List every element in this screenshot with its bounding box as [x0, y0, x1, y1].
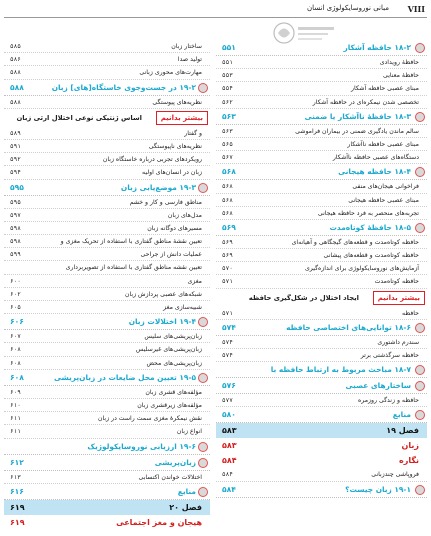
toc-page-number: ۵۵۱	[222, 59, 233, 66]
toc-entry-title: فروپاشی چندزبانی	[371, 471, 419, 479]
toc-entry-title: مبنای عصبی حافظه هیجانی	[348, 196, 419, 204]
toc-entry-title: ۱۸-۵ حافظهٔ کوتاه‌مدت	[329, 222, 411, 232]
toc-entry-title: حافظه سرگذشتی برتر	[360, 352, 419, 359]
toc-page-number: ۶۰۸	[10, 346, 21, 354]
toc-entry-title: حافظه	[401, 309, 419, 317]
toc-entry-title: تجربه‌های منحصر به فرد حافظه هیجانی	[317, 209, 419, 217]
toc-page-number: ۵۷۰	[222, 265, 233, 273]
toc-entry[interactable]	[216, 56, 427, 69]
section-marker-icon	[415, 112, 425, 122]
toc-entry[interactable]	[4, 425, 210, 438]
toc-column-left	[4, 40, 210, 530]
section-marker-icon	[415, 167, 425, 177]
toc-page-number: ۵۸۹	[10, 129, 21, 137]
toc-heading[interactable]	[216, 362, 427, 378]
toc-entry-title: حافظه کوتاه‌مدت	[374, 278, 419, 286]
section-marker-icon	[198, 373, 208, 383]
toc-page-number: ۵۷۶	[222, 381, 236, 391]
toc-entry-title: ۱۹-۱ زبان چیست؟	[345, 484, 411, 494]
section-marker-icon	[415, 485, 425, 495]
toc-entry[interactable]	[216, 180, 427, 193]
toc-page-number: ۶۱۱	[10, 428, 21, 436]
toc-entry[interactable]	[4, 330, 210, 343]
toc-entry[interactable]	[4, 96, 210, 109]
toc-entry-title: فصل ۲۰	[169, 502, 202, 512]
toc-page-number: ۵۵۴	[222, 85, 233, 93]
toc-page-number: ۵۸۰	[222, 410, 236, 420]
toc-heading[interactable]	[4, 370, 210, 386]
toc-entry-title: ۱۸-۴ حافظه هیجانی	[338, 167, 411, 177]
toc-page-number: ۵۷۱	[222, 309, 233, 317]
toc-entry[interactable]	[216, 275, 427, 288]
toc-entry[interactable]	[216, 394, 427, 407]
toc-entry[interactable]	[4, 166, 210, 179]
toc-entry-title: ساختارهای عصبی	[345, 381, 411, 391]
toc-page-number: ۵۹۵	[10, 182, 24, 192]
section-marker-icon	[415, 410, 425, 420]
toc-page-number: ۵۸۳	[222, 426, 237, 436]
toc-entry[interactable]	[4, 127, 210, 140]
toc-page-number: ۵۷۱	[222, 278, 233, 286]
page-number: VIII	[407, 4, 425, 14]
section-marker-icon	[198, 487, 208, 497]
toc-entry[interactable]	[216, 194, 427, 207]
toc-entry-title: ۱۹-۶ ارزیابی نوروسایکولوژیک	[87, 441, 196, 451]
section-marker-icon	[198, 83, 208, 93]
toc-entry[interactable]	[4, 53, 210, 66]
section-marker-icon	[415, 365, 425, 375]
toc-entry-title: اساس ژنتیکی نوعی اختلال ارثی زبان	[16, 113, 142, 122]
toc-page-number: ۵۸۶	[10, 56, 21, 64]
toc-heading[interactable]	[4, 484, 210, 500]
toc-page-number: ۵۶۳	[222, 111, 236, 121]
toc-heading[interactable]	[216, 109, 427, 125]
toc-page-number: ۶۰۲	[10, 290, 21, 298]
toc-entry[interactable]	[4, 412, 210, 425]
toc-entry-title: مهارت‌های محوری زبانی	[139, 69, 202, 77]
toc-entry-title: دستگاه‌های عصبی حافظه ناآشکار	[332, 154, 419, 162]
section-marker-icon	[198, 183, 208, 193]
toc-entry[interactable]	[216, 138, 427, 151]
toc-entry-title: هیجان و مغز اجتماعی	[116, 517, 202, 527]
toc-page-number: ۵۷۷	[222, 397, 233, 405]
toc-entry[interactable]	[216, 336, 427, 349]
toc-entry-title: سالم ماندن یادگیری ضمنی در بیماران فراموشی	[295, 127, 419, 135]
toc-entry[interactable]	[216, 249, 427, 262]
toc-page-number: ۵۹۲	[10, 156, 21, 164]
toc-heading[interactable]	[4, 439, 210, 455]
toc-entry-title: ایجاد اختلال در شکل‌گیری حافظه	[248, 293, 359, 302]
toc-page-number: ۵۹۱	[10, 142, 21, 150]
toc-page-number: ۵۶۹	[222, 222, 236, 232]
toc-page-number: ۵۶۸	[222, 196, 233, 204]
toc-page-number: ۶۱۳	[10, 473, 21, 481]
toc-entry-title: مناطق فارسی و کار و خشم	[129, 198, 202, 206]
toc-page-number: ۶۱۰	[10, 401, 21, 409]
toc-entry[interactable]	[216, 82, 427, 95]
toc-page-number: ۵۶۳	[222, 127, 233, 135]
chapter-subtitle[interactable]	[4, 515, 210, 530]
toc-entry[interactable]	[4, 471, 210, 484]
toc-heading[interactable]	[216, 482, 427, 498]
toc-page-number: ۶۱۱	[10, 415, 21, 423]
toc-page-number: ۵۶۹	[222, 252, 233, 260]
toc-page-number: ۵۸۴	[222, 484, 236, 494]
toc-entry-title: نقش نیمکرهٔ مغزی سمت راست در زبان	[97, 415, 202, 423]
section-marker-icon	[415, 381, 425, 391]
chapter-title[interactable]	[216, 423, 427, 438]
toc-page-number: ۵۷۴	[222, 338, 233, 346]
toc-entry-title: زبان‌پریشی‌های غیرسلیس	[135, 346, 202, 354]
toc-entry[interactable]	[4, 140, 210, 153]
toc-page-number: ۶۱۹	[10, 502, 25, 512]
toc-entry-title: مغزی	[187, 277, 202, 285]
toc-entry-title: انواع زبان	[176, 428, 202, 436]
page-header	[0, 4, 431, 18]
toc-entry[interactable]	[4, 357, 210, 370]
toc-page-number: ۶۱۲	[10, 457, 24, 467]
toc-entry[interactable]	[4, 235, 210, 248]
toc-entry-title: نظریه‌های ناپیوستگی	[148, 142, 202, 150]
chapter-title[interactable]	[4, 500, 210, 515]
toc-entry[interactable]	[216, 207, 427, 220]
toc-entry-title: عملیات دانش از جراحی	[140, 251, 202, 259]
running-title: مبانی نوروسایکولوژی انسان	[306, 4, 389, 12]
toc-heading[interactable]	[216, 164, 427, 180]
toc-page-number: ۵۶۷	[222, 154, 233, 162]
toc-entry[interactable]	[4, 399, 210, 412]
toc-entry-title: ۱۹-۲ در جست‌وجوی خاستگاه[های] زبان	[51, 82, 196, 92]
toc-entry-title: مسیرهای دوگانه زبان	[147, 224, 202, 232]
toc-entry[interactable]	[216, 96, 427, 109]
toc-page-number: ۵۹۸	[10, 238, 21, 246]
section-marker-icon	[415, 43, 425, 53]
toc-entry-title: سندرم داشتوری	[377, 338, 419, 346]
toc-entry[interactable]	[216, 349, 427, 362]
toc-page-number: ۵۶۹	[222, 238, 233, 246]
toc-entry-title: تعیین نقشه مناطق گفتاری با استفاده از تصویربرداری	[65, 264, 202, 272]
toc-page-number: ۵۶۵	[222, 140, 233, 148]
toc-page-number: ۵۹۴	[10, 169, 21, 177]
toc-entry-title: آزمایش‌های نوروسایکولوژی برای اندازه‌گیری	[304, 265, 419, 273]
toc-entry[interactable]	[4, 248, 210, 261]
toc-entry[interactable]	[4, 275, 210, 288]
toc-page-number: ۵۷۴	[222, 322, 236, 332]
toc-entry-title: ۱۹-۳ موضع‌یابی زبان	[120, 182, 196, 192]
toc-entry[interactable]	[4, 386, 210, 399]
section-marker-icon	[415, 223, 425, 233]
toc-entry-title: مبنای عصبی حافظه آشکار	[350, 85, 419, 93]
toc-entry-title: رویکردهای تجربی درباره خاستگاه زبان	[102, 156, 202, 164]
toc-page-number: ۶۰۷	[10, 333, 21, 341]
toc-entry-title: فصل ۱۹	[386, 426, 419, 436]
toc-heading[interactable]	[4, 314, 210, 330]
toc-entry-title: نگاره	[399, 456, 419, 466]
toc-page-number: ۵۹۵	[10, 198, 21, 206]
toc-column-right	[216, 40, 427, 498]
toc-heading[interactable]	[216, 220, 427, 236]
toc-entry-title: ۱۹-۵ تعیین محل ضایعات در زبان‌پریشی	[54, 372, 196, 382]
header-rule	[4, 17, 427, 18]
toc-page-number: ۶۰۵	[10, 304, 21, 311]
toc-page-number: ۶۰۰	[10, 277, 21, 285]
toc-heading[interactable]	[4, 455, 210, 471]
toc-entry[interactable]	[4, 209, 210, 222]
section-marker-icon	[198, 317, 208, 327]
toc-page-number: ۶۰۸	[10, 372, 24, 382]
toc-page-number: ۵۶۲	[222, 98, 233, 106]
toc-entry[interactable]	[216, 262, 427, 275]
toc-entry[interactable]	[4, 196, 210, 209]
toc-entry[interactable]	[216, 468, 427, 481]
toc-entry[interactable]	[4, 222, 210, 235]
toc-entry-title: شبیه‌سازی مغز	[163, 304, 202, 311]
section-marker-icon	[415, 323, 425, 333]
toc-entry-title: تعیین نقشهٔ مناطق گفتاری با استفاده از تحریک مغزی و	[60, 238, 202, 246]
toc-entry-title: حافظهٔ معنایی	[383, 72, 419, 80]
toc-page-number: ۵۸۳	[222, 441, 237, 451]
toc-page-number: ۵۸۵	[10, 43, 21, 50]
toc-page-number: ۵۶۸	[222, 167, 236, 177]
toc-entry-title: زبان در انسان‌های اولیه	[142, 169, 202, 177]
toc-page-number: ۵۸۸	[10, 82, 24, 92]
toc-page-number: ۵۵۳	[222, 72, 233, 80]
section-marker-icon	[198, 458, 208, 468]
toc-entry-title: زبان‌پریشی	[154, 457, 196, 467]
toc-entry-title: اختلالات خواندن اکتسابی	[138, 473, 202, 481]
toc-entry-title: حافظه کوتاه‌مدت و قطعه‌های پیشانی	[323, 252, 419, 260]
toc-entry-title: و گفتار	[184, 129, 202, 137]
toc-page-number: ۵۹۹	[10, 251, 21, 259]
toc-page-number: ۵۸۸	[10, 69, 21, 77]
toc-heading[interactable]	[4, 180, 210, 196]
toc-page-number: ۵۹۷	[10, 211, 21, 219]
toc-page-number: ۵۸۸	[10, 98, 21, 106]
toc-entry[interactable]	[4, 288, 210, 301]
toc-entry-title: ساختار زبان	[171, 43, 202, 50]
toc-page-number: ۵۸۴	[222, 471, 233, 479]
toc-entry-title: ۱۸-۳ حافظهٔ ناآشکار یا ضمنی	[304, 111, 411, 121]
toc-entry[interactable]	[4, 40, 210, 53]
toc-entry-title: منابع	[392, 410, 411, 420]
toc-entry-title: تخصصی شدن نیمکره‌ای در حافظه آشکار	[312, 98, 419, 106]
toc-page-number: ۶۰۶	[10, 317, 24, 327]
toc-page-number: ۶۱۹	[10, 517, 25, 527]
toc-heading[interactable]	[216, 40, 427, 56]
toc-entry-title: مؤلفه‌های زیرقشری زبان	[137, 401, 202, 409]
toc-entry[interactable]	[4, 261, 210, 274]
toc-page-number: ۵۸۴	[222, 456, 237, 466]
toc-page-number: ۵۶۸	[222, 183, 233, 191]
toc-entry-title: زبان‌پریشی‌های سلیس	[144, 333, 202, 341]
toc-entry-title: مبنای عصبی حافظه ناآشکار	[347, 140, 419, 148]
toc-entry-title: حافظهٔ رویدادی	[379, 59, 419, 66]
toc-heading[interactable]	[216, 378, 427, 394]
toc-entry-title: زبان	[401, 441, 419, 451]
toc-entry-title: زبان‌پریشی‌های محض	[146, 359, 202, 367]
learn-more-badge: بیشتر بدانیم	[373, 291, 425, 305]
toc-page-number: ۵۷۴	[222, 352, 233, 359]
toc-entry-title: تولید صدا	[177, 56, 202, 64]
toc-entry[interactable]	[4, 301, 210, 314]
toc-page-number: ۶۰۸	[10, 359, 21, 367]
toc-entry[interactable]	[216, 69, 427, 82]
toc-entry-title: منابع	[177, 486, 196, 496]
toc-boxed-section[interactable]	[216, 289, 427, 307]
toc-entry[interactable]	[216, 151, 427, 164]
toc-entry-title: مؤلفه‌های قشری زبان	[145, 388, 202, 396]
chapter-subtitle[interactable]	[216, 453, 427, 468]
toc-entry-title: ۱۸-۲ حافظه آشکار	[343, 43, 411, 52]
toc-boxed-section[interactable]	[4, 109, 210, 127]
toc-entry-title: شبکه‌های عصبی پردازش زبان	[124, 290, 202, 298]
toc-entry[interactable]	[4, 343, 210, 356]
toc-entry-title: فراخوانی هیجان‌های منفی	[352, 183, 419, 191]
toc-heading[interactable]	[4, 80, 210, 96]
toc-entry-title: حافظه و زندگی روزمره	[358, 397, 419, 405]
toc-entry-title: ۱۸-۷ مباحث مربوط به ارتباط حافظه با	[270, 365, 411, 375]
toc-page-number: ۵۹۸	[10, 224, 21, 232]
toc-entry[interactable]	[216, 125, 427, 138]
toc-entry-title: مدل‌های زبان	[167, 211, 202, 219]
toc-entry[interactable]	[4, 153, 210, 166]
toc-entry[interactable]	[216, 236, 427, 249]
toc-entry[interactable]	[216, 307, 427, 320]
toc-page-number: ۶۱۶	[10, 486, 24, 496]
toc-entry-title: نظریه‌های پیوستگی	[152, 98, 202, 106]
section-marker-icon	[198, 442, 208, 452]
toc-heading[interactable]	[216, 407, 427, 423]
toc-entry[interactable]	[4, 66, 210, 79]
toc-entry-title: ۱۸-۶ توانایی‌های اختصاصی حافظه	[286, 322, 411, 332]
toc-entry-title: ۱۹-۴ اختلالات زبان	[128, 317, 196, 327]
chapter-subtitle[interactable]	[216, 438, 427, 453]
learn-more-badge: بیشتر بدانیم	[156, 111, 208, 125]
toc-page-number: ۵۵۱	[222, 43, 236, 52]
toc-page-number: ۵۶۸	[222, 209, 233, 217]
toc-page-number: ۶۰۹	[10, 388, 21, 396]
toc-entry-title: حافظه کوتاه‌مدت و قطعه‌های گیجگاهی و آهیانه‌ای	[291, 238, 419, 246]
toc-heading[interactable]	[216, 320, 427, 336]
